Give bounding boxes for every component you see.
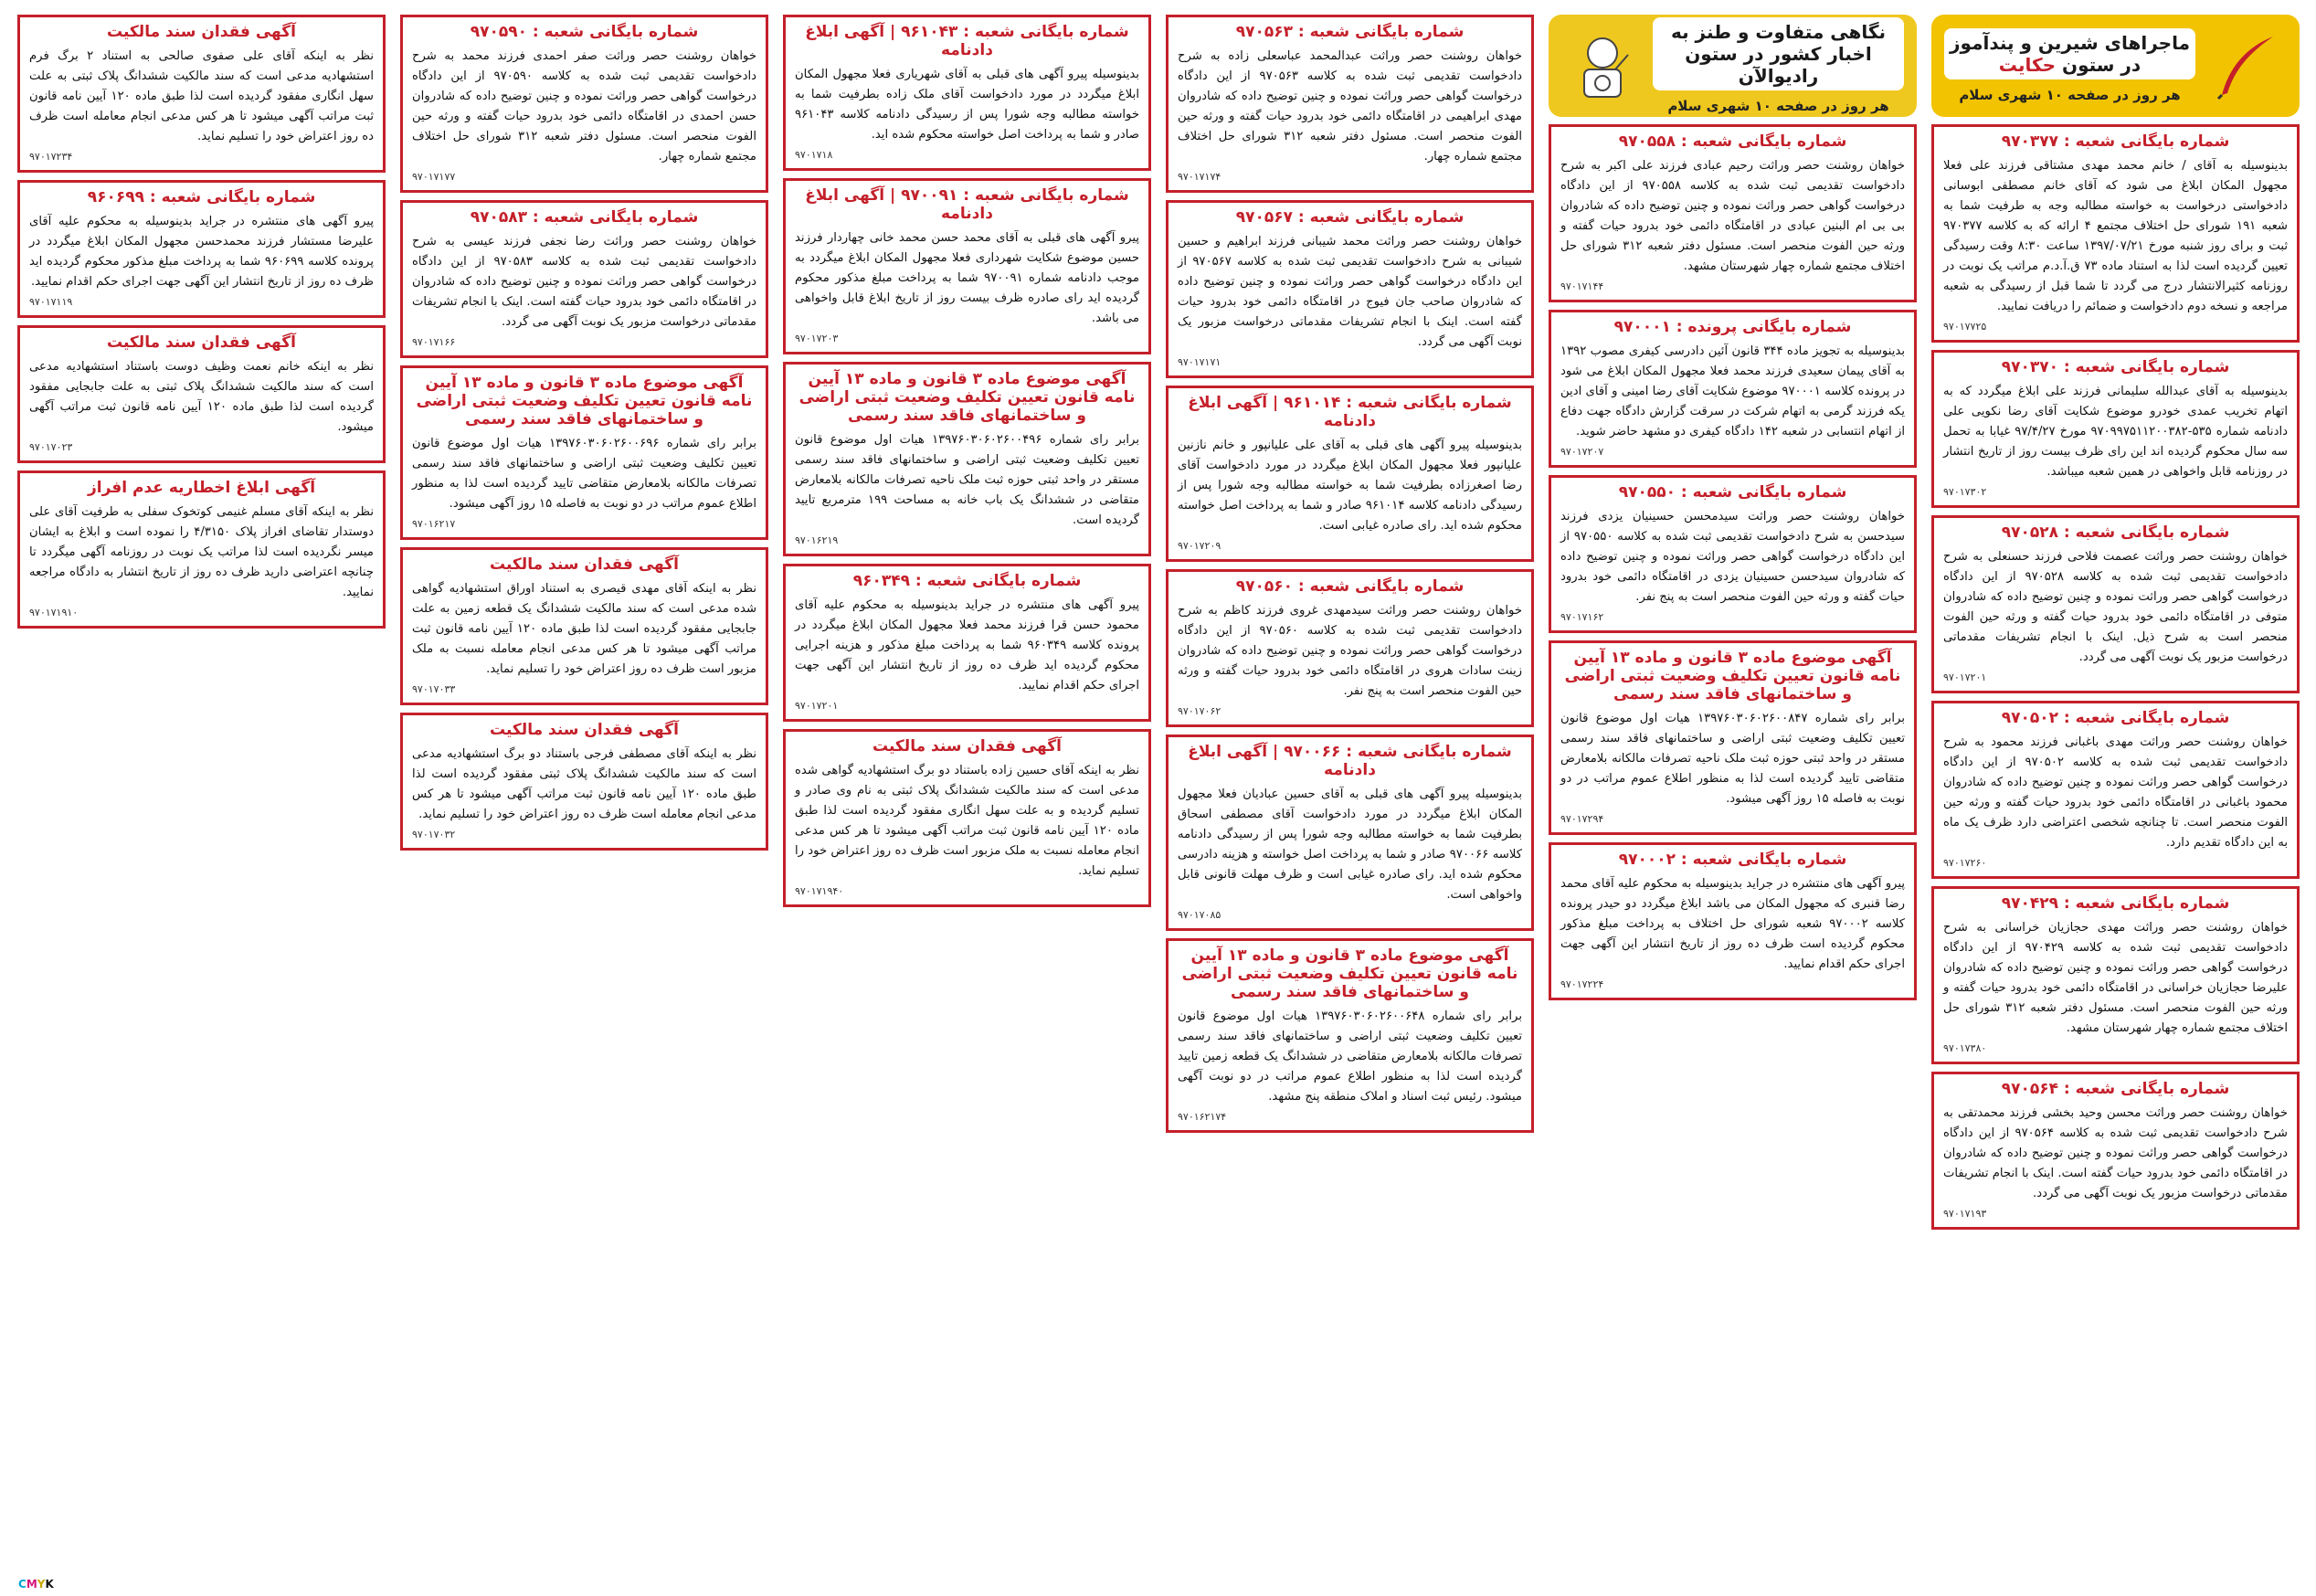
notice-title: شماره بایگانی شعبه : ۹۷۰۳۷۷ [2001,132,2230,151]
notice-text: برابر رای شماره ۱۳۹۷۶۰۳۰۶۰۲۶۰۰۴۹۶ هیات اول موضوع قانون تعیین تکلیف وضعیت ثبتی اراضی و ساختمانهای فاقد سند رسمی مستقر در واحد ثبتی حوزه ثبت ملک ناحیه تصرفات مالکانه بلامعارض متقاضی در ششدانگ یک باب خانه به مساحت ۱۹۹ مترمربع تایید گردیده است. [795,433,1139,527]
column-4 [783,15,1151,1579]
newspaper-page [16,15,2300,1579]
notice-code: ۹۷۰۱۷۷۲۵ [1943,321,1987,333]
notice-text: خواهان روشنت حصر وراثت محسن وحید بخشی فرزند محمدتقی به شرح دادخواست تقدیمی ثبت شده به کلاسه ۹۷۰۵۶۴ از این دادگاه درخواست گواهی حصر وراثت نموده و چنین توضیح داده که شادروان در اقامتگاه دائمی خود بدرود حیات گفته است. اینک با انجام تشریفات مقدماتی درخواست مزبور یک نوبت آگهی می گردد. [1943,1106,2288,1200]
notice-title: شماره بایگانی شعبه : ۹۷۰۵۶۴ [2001,1080,2230,1098]
notice-title: شماره بایگانی شعبه : ۹۶۱۰۱۴ | آگهی ابلاغ دادنامه [1188,394,1512,430]
cmyk-y: Y [37,1578,46,1591]
notice-title: شماره بایگانی شعبه : ۹۷۰۵۵۰ [1618,483,1847,502]
notice-code: ۹۷۰۱۷۱۷۱ [1178,356,1221,368]
notice-title: آگهی فقدان سند مالکیت [106,23,296,41]
notice [1166,938,1534,1133]
notice-text: نظر به اینکه آقای مصطفی فرجی باستناد دو برگ استشهادیه مدعی است که سند مالکیت ششدانگ پلاک ثبتی مفقود گردیده است لذا طبق ماده ۱۲۰ آیین نامه قانون ثبت مراتب آگهی میشود تا هر کس مدعی انجام معامله است ظرف ده روز اعتراض خود را تسلیم نماید. [412,747,756,821]
notice-code: ۹۷۰۱۷۲۰۱ [1943,671,1987,683]
notice [783,564,1151,722]
notice-code: ۹۷۰۱۷۲۹۴ [1560,813,1604,825]
notice-title: شماره بایگانی شعبه : ۹۷۰۵۲۸ [2001,523,2230,542]
notice-code: ۹۷۰۱۷۱۶۲ [1560,611,1604,623]
notice-title: آگهی موضوع ماده ۳ قانون و ماده ۱۳ آیین نامه قانون تعیین تکلیف وضعیت ثبتی اراضی و ساختمانهای فاقد سند رسمی [416,374,753,428]
notice-title: شماره بایگانی شعبه : ۹۷۰۰۶۶ | آگهی ابلاغ دادنامه [1188,743,1512,779]
notice-text: پیرو آگهی های منتشره در جراید بدینوسیله به محکوم علیه آقای محمود حسن قرا فرزند محمد فعلا مجهول المکان ابلاغ میگردد در پرونده کلاسه ۹۶۰۳۴۹ شما به پرداخت مبلغ مذکور و هزینه اجرایی محکوم گردیده اید ظرف ده روز از تاریخ انتشار این آگهی جهت اجرای حکم اقدام نمایید. [795,598,1139,692]
notice-text: خواهان روشنت حصر وراثت محمد شیبانی فرزند ابراهیم و حسین شیبانی به شرح دادخواست تقدیمی ثبت شده به کلاسه ۹۷۰۵۶۷ از این دادگاه درخواست گواهی حصر وراثت نموده و چنین توضیح داده که شادروان صاحب جان فیوج در اقامتگاه دائمی خود بدرود حیات گفته است. اینک با انجام تشریفات مقدماتی درخواست مزبور یک نوبت آگهی می گردد. [1178,235,1522,349]
notice [1549,310,1917,468]
notice-title: شماره بایگانی شعبه : ۹۷۰۰۰۲ [1618,851,1847,869]
column-3 [1166,15,1534,1579]
cmyk-m: M [26,1578,37,1591]
notice-code: ۹۷۰۱۷۰۸۵ [1178,909,1221,921]
notice-text: نظر به اینکه خانم نعمت وظیف دوست باستناد استشهادیه مدعی است که سند مالکیت ششدانگ پلاک ثبتی به علت جابجایی مفقود گردیده است لذا طبق ماده ۱۲۰ آیین نامه قانون ثبت مراتب آگهی میشود. [29,360,374,434]
notice-text: بدینوسیله به آقای / خانم محمد مهدی مشتاقی فرزند علی فعلا مجهول المکان ابلاغ می شود که آقای خانم مصطفی ابوسانی دادخواستی درخواست به خواسته مطالبه وجه به طرفیت شما به شعبه ۱۹۱ شورای حل اختلاف مجتمع ۴ ارائه که به کلاسه ۹۷۰۳۷۷ ثبت و برای روز شنبه مورخ ۱۳۹۷/۰۷/۲۱ ساعت ۸:۳۰ وقت رسیدگی تعیین گردیده است لذا به استناد ماده ۷۳ ق.آ.د.م مراتب یک نوبت در روزنامه کثیرالانتشار درج می گردد تا شما قبل از رسیدگی به شعبه مراجعه و نسخه دوم دادخواست و ضمائم را دریافت نمایید. [1943,159,2288,313]
notice-code: ۹۷۰۱۷۲۰۷ [1560,446,1604,458]
notice [783,729,1151,907]
notice-code: ۹۷۰۱۷۰۳۲ [412,829,456,840]
column-6 [17,15,386,1579]
notice-text: بدینوسیله به تجویز ماده ۳۴۴ قانون آئین دادرسی کیفری مصوب ۱۳۹۲ به آقای پیمان سعیدی فرزند محمد فعلا مجهول المکان ابلاغ می شود در پرونده کلاسه ۹۷۰۰۰۱ موضوع شکایت آقای رضا امینی و آقای ادین یکه فرزند گرمی به اتهام شرکت در سرقت گزارش دادگاه جهت دفاع از اتهام انتسابی در شعبه ۱۴۲ دادگاه کیفری دو مشهد حاضر شوید. [1560,344,1905,439]
banner-motefavet-subtitle: هر روز در صفحه ۱۰ شهری سلام [1667,98,1889,114]
notice-text: پیرو آگهی های منتشره در جراید بدینوسیله به محکوم علیه آقای علیرضا مستشار فرزند محمدحسن مجهول المکان ابلاغ میگردد در پرونده کلاسه ۹۶۰۶۹۹ شما به پرداخت مبلغ مذکور محکوم گردیده اید ظرف ده روز از تاریخ انتشار این آگهی جهت اجرای حکم اقدام نمایید. [29,215,375,289]
notice-title: آگهی ابلاغ اخطاریه عدم افراز [87,479,316,497]
notice-text: خواهان روشنت حصر وراثت صفر احمدی فرزند محمد به شرح دادخواست تقدیمی ثبت شده به کلاسه ۹۷۰۵۹۰ از این دادگاه درخواست گواهی حصر وراثت نموده و چنین توضیح داده که شادروان حسن احمدی در اقامتگاه دائمی خود بدرود حیات گفته و ورثه حین الفوت منحصر است. مسئول دفتر شعبه ۳۱۲ شورای حل اختلاف مجتمع شماره چهار. [412,49,756,164]
notice-code: ۹۷۰۱۷۱۹۴۰ [795,885,844,897]
notice [1931,701,2300,879]
notice-title: آگهی فقدان سند مالکیت [489,555,679,574]
notice-code: ۹۷۰۱۷۲۳۴ [29,151,73,163]
notice [1549,475,1917,633]
notice-text: خواهان روشنت حصر وراثت عبدالمحمد عباسعلی زاده به شرح دادخواست تقدیمی ثبت شده به کلاسه ۹۷۰۵۶۳ از این دادگاه درخواست گواهی حصر وراثت نموده و چنین توضیح داده که شادروان مهدی ابراهیمی در اقامتگاه دائمی خود بدرود حیات گفته و ورثه حین الفوت منحصر است. مسئول دفتر شعبه ۳۱۲ شورای حل اختلاف مجتمع شماره چهار. [1178,49,1522,164]
notice-text: برابر رای شماره ۱۳۹۷۶۰۳۰۶۰۲۶۰۰۶۴۸ هیات اول موضوع قانون تعیین تکلیف وضعیت ثبتی اراضی و ساختمانهای فاقد سند رسمی تصرفات مالکانه بلامعارض متقاضی در ششدانگ یک قطعه زمین تایید گردیده است لذا به منظور اطلاع عموم مراتب در دو نوبت آگهی میشود. رئیس ثبت اسناد و املاک منطقه پنج مشهد. [1178,1009,1522,1104]
notice-code: ۹۷۰۱۷۲۰۹ [1178,540,1221,552]
notice-code: ۹۷۰۱۶۲۱۹ [795,534,839,546]
notice-code: ۹۷۰۱۷۳۰۲ [1943,486,1987,498]
column-2 [1549,15,1917,1579]
notice-code: ۹۷۰۱۷۱۹۱۰ [29,607,79,618]
notice [783,15,1151,171]
notice-text: بدینوسیله به آقای عبدالله سلیمانی فرزند علی ابلاغ میگردد که به اتهام تخریب عمدی خودرو موضوع شکایت آقای رضا نکویی علی دادنامه شماره ۵۳۵-۹۷۰۹۹۷۵۱۱۲۰۰۳۸۲ مورخ ۹۷/۴/۲۷ غیابا به تحمل سه سال محکوم گردیده اند این رای ظرف بیست روز از تاریخ انتشار در روزنامه قابل واخواهی در همین شعبه میباشد. [1943,385,2288,479]
notice-code: ۹۷۰۱۷۰۳۳ [412,683,456,695]
notice-text: پیرو آگهی های منتشره در جراید بدینوسیله به محکوم علیه آقای محمد رضا قنبری که مجهول المکان می باشد ابلاغ میگردد دو حیدر پرونده کلاسه ۹۷۰۰۰۲ شعبه شورای حل اختلاف به پرداخت مبلغ مذکور محکوم گردیده است ظرف ده روز از تاریخ انتشار این آگهی جهت اجرای حکم اقدام نمایید. [1560,877,1905,971]
notice-text: خواهان روشنت حصر وراثت رحیم عبادی فرزند علی اکبر به شرح دادخواست تقدیمی ثبت شده به کلاسه ۹۷۰۵۵۸ از این دادگاه درخواست گواهی حصر وراثت نموده و چنین توضیح داده که شادروان بی بی ام البنین عبادی در اقامتگاه دائمی خود بدرود حیات گفته و ورثه حین الفوت منحصر است. مسئول دفتر شعبه ۳۱۲ شورای حل اختلاف مجتمع شماره چهار شهرستان مشهد. [1560,159,1906,273]
quill-pen-icon [2205,25,2287,107]
notice-title: شماره بایگانی شعبه : ۹۷۰۵۰۲ [2001,709,2230,727]
notice [1549,124,1917,302]
notice-title: شماره بایگانی شعبه : ۹۶۰۳۴۹ [852,572,1082,590]
notice-title: شماره بایگانی شعبه : ۹۷۰۵۶۷ [1235,208,1465,227]
notice [1931,350,2300,508]
notice-title: آگهی موضوع ماده ۳ قانون و ماده ۱۳ آیین نامه قانون تعیین تکلیف وضعیت ثبتی اراضی و ساختمانهای فاقد سند رسمی [798,370,1136,425]
notice-text: خواهان روشنت حصر وراثت مهدی حجازیان خراسانی به شرح دادخواست تقدیمی ثبت شده به کلاسه ۹۷۰۴۲۹ از این دادگاه درخواست گواهی حصر وراثت نموده و چنین توضیح داده که شادروان علیرضا حجازیان خراسانی در اقامتگاه دائمی خود بدرود حیات گفته و ورثه حین الفوت منحصر است. مسئول دفتر شعبه ۳۱۲ شورای حل اختلاف مجتمع شماره چهار شهرستان مشهد. [1943,921,2289,1035]
notice-code: ۹۷۰۱۷۲۰۱ [795,700,839,712]
notice-text: خواهان روشنت حصر وراثت عصمت فلاحی فرزند حسنعلی به شرح دادخواست تقدیمی ثبت شده به کلاسه ۹۷۰۵۲۸ از این دادگاه درخواست گواهی حصر وراثت نموده و چنین توضیح داده که شادروان متوفی در اقامتگاه دائمی خود بدرود حیات گفته و ورثه حین الفوت منحصر است به شرح ذیل. اینک با انجام تشریفات مقدماتی درخواست مزبور یک نوبت آگهی می گردد. [1943,550,2288,664]
notice-text: نظر به اینکه آقای علی صفوی صالحی به استناد ۲ برگ فرم استشهادیه مدعی است که سند مالکیت ششدانگ پلاک ثبتی به علت سهل انگاری مفقود گردیده است لذا طبق ماده ۱۲۰ آیین نامه قانون ثبت مراتب آگهی میشود تا هر کس مدعی انجام معامله است ظرف ده روز اعتراض خود را تسلیم نماید. [29,49,374,143]
notice-title: شماره بایگانی شعبه : ۹۷۰۵۹۰ [470,23,699,41]
notice [400,15,768,193]
notice-text: برابر رای شماره ۱۳۹۷۶۰۳۰۶۰۲۶۰۰۶۹۶ هیات اول موضوع قانون تعیین تکلیف وضعیت ثبتی اراضی و ساختمانهای فاقد سند رسمی تصرفات مالکانه بلامعارض متقاضی تایید گردیده است لذا به منظور اطلاع عموم مراتب در دو نوبت به فاصله ۱۵ روز آگهی میشود. [412,437,756,511]
notice-title: شماره بایگانی پرونده : ۹۷۰۰۰۱ [1613,318,1852,336]
notice-text: خواهان روشنت حصر وراثت رضا نجفی فرزند عیسی به شرح دادخواست تقدیمی ثبت شده به کلاسه ۹۷۰۵۸۳ از این دادگاه درخواست گواهی حصر وراثت نموده و چنین توضیح داده که شادروان در اقامتگاه دائمی خود بدرود حیات گفته است. اینک با انجام تشریفات مقدماتی درخواست مزبور یک نوبت آگهی می گردد. [412,235,756,329]
notice [400,713,768,851]
notice [400,365,768,540]
notice-code: ۹۷۰۱۷۲۶۰ [1943,857,1987,869]
notice-text: نظر به اینکه آقای مهدی قیصری به استناد اوراق استشهادیه گواهی شده مدعی است که سند مالکیت ششدانگ یک قطعه زمین به علت جابجایی مفقود گردیده است لذا طبق ماده ۱۲۰ آیین نامه قانون ثبت مراتب آگهی میشود تا هر کس مدعی انجام معامله نسبت به ملک مزبور است ظرف ده روز اعتراض خود را تسلیم نماید. [412,582,756,676]
notice-code: ۹۷۰۱۶۲۱۷۴ [1178,1111,1227,1123]
notice-code: ۹۷۰۱۷۱۹۳ [1943,1208,1987,1220]
notice-code: ۹۷۰۱۷۳۸۰ [1943,1042,1987,1054]
notice-title: شماره بایگانی شعبه : ۹۶۰۶۹۹ [87,188,316,206]
notice-code: ۹۷۰۱۷۱۴۴ [1560,280,1604,292]
notice [1931,886,2300,1064]
notice-code: ۹۷۰۱۷۱۸ [795,149,833,161]
notice [17,180,386,318]
notice-title: شماره بایگانی شعبه : ۹۷۰۳۷۰ [2001,358,2230,376]
notice [1166,15,1534,193]
cmyk-c: C [18,1578,26,1591]
notice [1931,1072,2300,1230]
notice-title: شماره بایگانی شعبه : ۹۷۰۵۸۳ [470,208,699,227]
banner-hekayat-title: ماجراهای شیرین و پندآموز در ستون حکایت [1944,28,2195,79]
notice-text: خواهان روشنت حصر وراثت سیدمهدی غروی فرزند کاظم به شرح دادخواست تقدیمی ثبت شده به کلاسه ۹۷۰۵۶۰ از این دادگاه درخواست گواهی حصر وراثت نموده و چنین توضیح داده که شادروان زینت سادات هروی در اقامتگاه دائمی خود بدرود حیات گفته و ورثه حین الفوت منحصر است به پنج نفر. [1178,604,1522,698]
notice [1166,386,1534,562]
notice [1549,842,1917,1000]
banner-hekayat [1931,15,2300,117]
notice-code: ۹۷۰۱۶۲۱۷ [412,518,456,530]
notice-code: ۹۷۰۱۷۲۰۳ [795,333,839,344]
notice [1931,124,2300,343]
notice [1931,515,2300,693]
notice-text: خواهان روشنت حصر وراثت مهدی باغبانی فرزند محمود به شرح دادخواست تقدیمی ثبت شده به کلاسه ۹۷۰۵۰۲ از این دادگاه درخواست گواهی حصر وراثت نموده و چنین توضیح داده که شادروان محمود باغبانی در اقامتگاه دائمی خود بدرود حیات گفته و ورثه حین الفوت منحصر است. تا چنانچه شخصی اعتراضی دارد ظرف یک ماه به این دادگاه تقدیم دارد. [1943,735,2288,850]
cmyk-print-mark [18,1578,54,1591]
column-1 [1931,15,2300,1579]
notice-text: بدینوسیله پیرو آگهی های قبلی به آقای شهریاری فعلا مجهول المکان ابلاغ میگردد در مورد دادخواست آقای ملک زاده بطرفیت شما به خواسته مطالبه وجه شورا پس از رسیدگی دادنامه کلاسه ۹۶۱۰۴۳ صادر و شما به پرداخت اصل خواسته محکوم شده اید. [795,68,1139,142]
banner-motefavet [1549,15,1917,117]
notice-title: شماره بایگانی شعبه : ۹۷۰۵۶۰ [1235,577,1465,596]
notice-text: خواهان روشنت حصر وراثت سیدمحسن حسینیان یزدی فرزند سیدحسن به شرح دادخواست تقدیمی ثبت شده به کلاسه ۹۷۰۵۵۰ از این دادگاه درخواست گواهی حصر وراثت نموده و چنین توضیح داده که شادروان سیدحسن حسینیان یزدی در اقامتگاه دائمی خود بدرود حیات گفته و ورثه حین الفوت منحصر است به پنج نفر. [1560,510,1905,604]
notice [1166,735,1534,931]
notice-title: آگهی فقدان سند مالکیت [106,333,296,352]
radio-character-icon [1561,25,1644,107]
notice-text: بدینوسیله پیرو آگهی های قبلی به آقای حسین عبادیان فعلا مجهول المکان ابلاغ میگردد در مورد دادخواست آقای مصطفی اسحاق بطرفیت شما به خواسته مطالبه وجه شورا پس از رسیدگی دادنامه کلاسه ۹۷۰۰۶۶ صادر و شما به پرداخت اصل خواسته و هزینه دادرسی محکوم شده اید. رای صادره غیابی است و ظرف مهلت قانونی قابل واخواهی است. [1178,787,1522,902]
banner-motefavet-title: نگاهی متفاوت و طنز به اخبار کشور در ستون رادیوالآن [1653,17,1904,90]
notice-text: بدینوسیله پیرو آگهی های قبلی به آقای علی علیانپور و خانم نازنین علیانپور فعلا مجهول المکان ابلاغ میگردد در مورد دادخواست آقای رضا اصغرزاده بطرفیت شما به خواسته مطالبه وجه شورا پس از رسیدگی دادنامه کلاسه ۹۶۱۰۱۴ صادر و شما به پرداخت اصل خواسته محکوم شده اید. رای صادره غیابی است. [1178,439,1522,533]
notice [17,470,386,629]
notice-code: ۹۷۰۱۷۱۷۴ [1178,171,1221,183]
notice [1549,640,1917,835]
notice [1166,200,1534,378]
notice-text: نظر به اینکه آقای حسین زاده باستناد دو برگ استشهادیه گواهی شده مدعی است که سند مالکیت ششدانگ پلاک ثبتی به نام وی صادر و تسلیم گردیده و به علت سهل انگاری مفقود گردیده است لذا طبق ماده ۱۲۰ آیین نامه قانون ثبت مراتب آگهی میشود تا هر کس مدعی انجام معامله نسبت به ملک مزبور است ظرف ده روز اعتراض خود را تسلیم نماید. [795,764,1139,878]
notice-title: آگهی فقدان سند مالکیت [489,721,679,739]
notice-code: ۹۷۰۱۷۱۷۷ [412,171,456,183]
notice-code: ۹۷۰۱۷۱۱۹ [29,296,73,308]
notice-title: شماره بایگانی شعبه : ۹۶۱۰۴۳ | آگهی ابلاغ دادنامه [805,23,1129,59]
notice-title: شماره بایگانی شعبه : ۹۷۰۰۹۱ | آگهی ابلاغ دادنامه [805,186,1129,223]
notice-text: پیرو آگهی های قبلی به آقای محمد حسن محمد خانی چهاردار فرزند حسین موضوع شکایت شهرداری فعلا مجهول المکان ابلاغ میگردد به موجب دادنامه شماره ۹۷۰۰۹۱ شما به پرداخت مبلغ مذکور محکوم گردیده اید رای صادره ظرف بیست روز از تاریخ ابلاغ قابل واخواهی می باشد. [795,231,1139,325]
notice [783,178,1151,354]
notice-code: ۹۷۰۱۷۱۶۶ [412,336,456,348]
notice-text: برابر رای شماره ۱۳۹۷۶۰۳۰۶۰۲۶۰۰۸۴۷ هیات اول موضوع قانون تعیین تکلیف وضعیت ثبتی اراضی و ساختمانهای فاقد سند رسمی مستقر در واحد ثبتی حوزه ثبت ملک ناحیه تصرفات مالکانه بلامعارض متقاضی تایید گردیده است لذا به منظور اطلاع عموم مراتب در دو نوبت به فاصله ۱۵ روز آگهی میشود. [1560,712,1905,806]
notice [783,362,1151,556]
cmyk-k: K [45,1578,54,1591]
notice [17,15,386,173]
notice-title: شماره بایگانی شعبه : ۹۷۰۵۵۸ [1618,132,1847,151]
notice [400,547,768,705]
notice-title: آگهی فقدان سند مالکیت [872,737,1062,756]
notice [400,200,768,358]
notice-code: ۹۷۰۱۷۲۲۴ [1560,978,1604,990]
notice-code: ۹۷۰۱۷۰۶۲ [1178,705,1221,717]
banner-hekayat-subtitle: هر روز در صفحه ۱۰ شهری سلام [1959,87,2181,103]
notice-code: ۹۷۰۱۷۰۲۳ [29,441,73,453]
notice-text: نظر به اینکه آقای مسلم غنیمی کوتخوک سفلی به طرفیت آقای علی دوستدار تقاضای افراز پلاک ۴/۳۱۵۰ را نموده است و ابلاغ به ایشان میسر نگردیده است لذا مراتب یک نوبت در روزنامه آگهی میگردد تا چنانچه اعتراضی دارید ظرف ده روز از تاریخ انتشار به دادگاه مراجعه نمایید. [29,505,374,599]
notice-title: آگهی موضوع ماده ۳ قانون و ماده ۱۳ آیین نامه قانون تعیین تکلیف وضعیت ثبتی اراضی و ساختمانهای فاقد سند رسمی [1564,649,1901,703]
notice-title: آگهی موضوع ماده ۳ قانون و ماده ۱۳ آیین نامه قانون تعیین تکلیف وضعیت ثبتی اراضی و ساختمانهای فاقد سند رسمی [1181,946,1518,1001]
notice [1166,569,1534,727]
notice-title: شماره بایگانی شعبه : ۹۷۰۴۲۹ [2001,894,2230,913]
notice-title: شماره بایگانی شعبه : ۹۷۰۵۶۳ [1235,23,1465,41]
column-5 [400,15,768,1579]
notice [17,325,386,463]
